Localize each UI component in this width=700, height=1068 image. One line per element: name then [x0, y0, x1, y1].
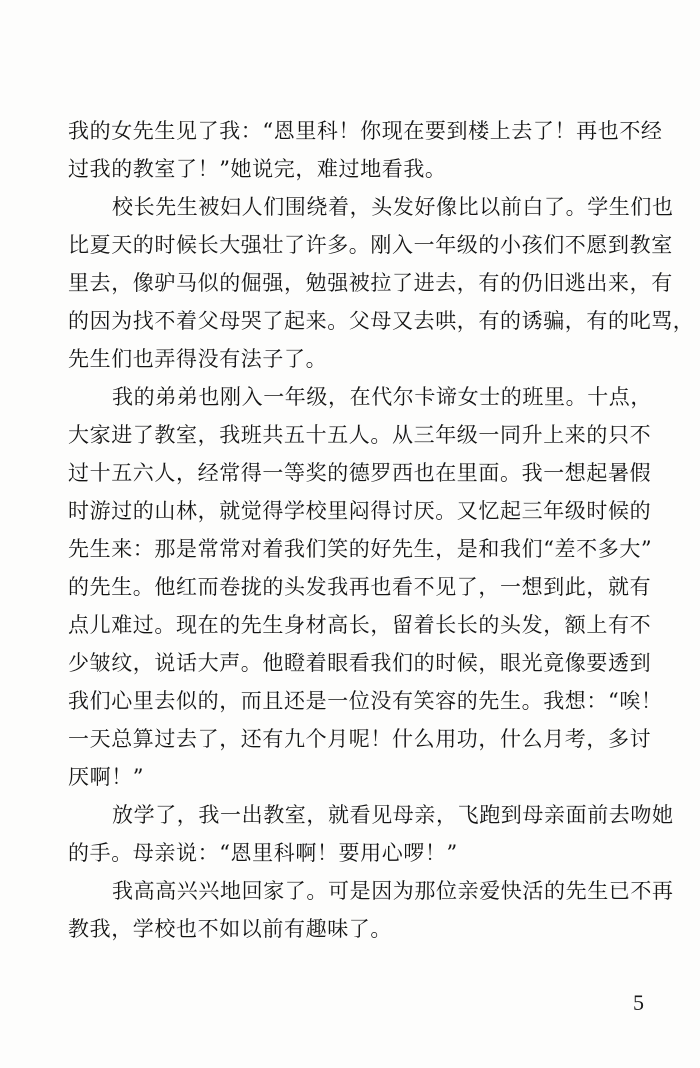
page-number: 5: [633, 990, 644, 1015]
text-line: 时游过的山林，就觉得学校里闷得讨厌。又忆起三年级时候的: [68, 499, 652, 523]
text-line: 一天总算过去了，还有九个月呢！什么用功，什么月考，多讨: [68, 727, 652, 751]
text-line: 校长先生被妇人们围绕着，头发好像比以前白了。学生们也: [112, 195, 674, 219]
text-line: 我的弟弟也刚入一年级，在代尔卡谛女士的班里。十点，: [112, 385, 652, 409]
text-line: 大家进了教室，我班共五十五人。从三年级一同升上来的只不: [68, 423, 652, 447]
text-line: 先生来：那是常常对着我们笑的好先生，是和我们“差不多大”: [68, 537, 653, 561]
text-line: 过十五六人，经常得一等奖的德罗西也在里面。我一想起暑假: [68, 461, 652, 485]
text-line: 里去，像驴马似的倔强，勉强被拉了进去，有的仍旧逃出来，有: [68, 271, 673, 295]
text-line: 教我，学校也不如以前有趣味了。: [68, 917, 392, 941]
text-line: 的因为找不着父母哭了起来。父母又去哄，有的诱骗，有的叱骂，: [68, 309, 695, 333]
text-line: 厌啊！”: [68, 765, 145, 789]
text-line: 的手。母亲说：“恩里科啊！要用心啰！”: [68, 841, 458, 865]
text-line: 比夏天的时候长大强壮了许多。刚入一年级的小孩们不愿到教室: [68, 233, 673, 257]
text-line: 我高高兴兴地回家了。可是因为那位亲爱快活的先生已不再: [112, 879, 674, 903]
text-line: 过我的教室了！”她说完，难过地看我。: [68, 157, 447, 181]
text-line: 少皱纹，说话大声。他瞪着眼看我们的时候，眼光竟像要透到: [68, 651, 652, 675]
text-line: 先生们也弄得没有法子了。: [68, 347, 328, 371]
text-line: 我的女先生见了我：“恩里科！你现在要到楼上去了！再也不经: [68, 119, 663, 143]
text-line: 我们心里去似的，而且还是一位没有笑容的先生。我想：“唉！: [68, 689, 663, 713]
text-line: 点儿难过。现在的先生身材高长，留着长长的头发，额上有不: [68, 613, 652, 637]
body-text: [68, 112, 695, 948]
text-line: 放学了，我一出教室，就看见母亲，飞跑到母亲面前去吻她: [112, 803, 674, 827]
text-line: 的先生。他红而卷拢的头发我再也看不见了，一想到此，就有: [68, 575, 652, 599]
